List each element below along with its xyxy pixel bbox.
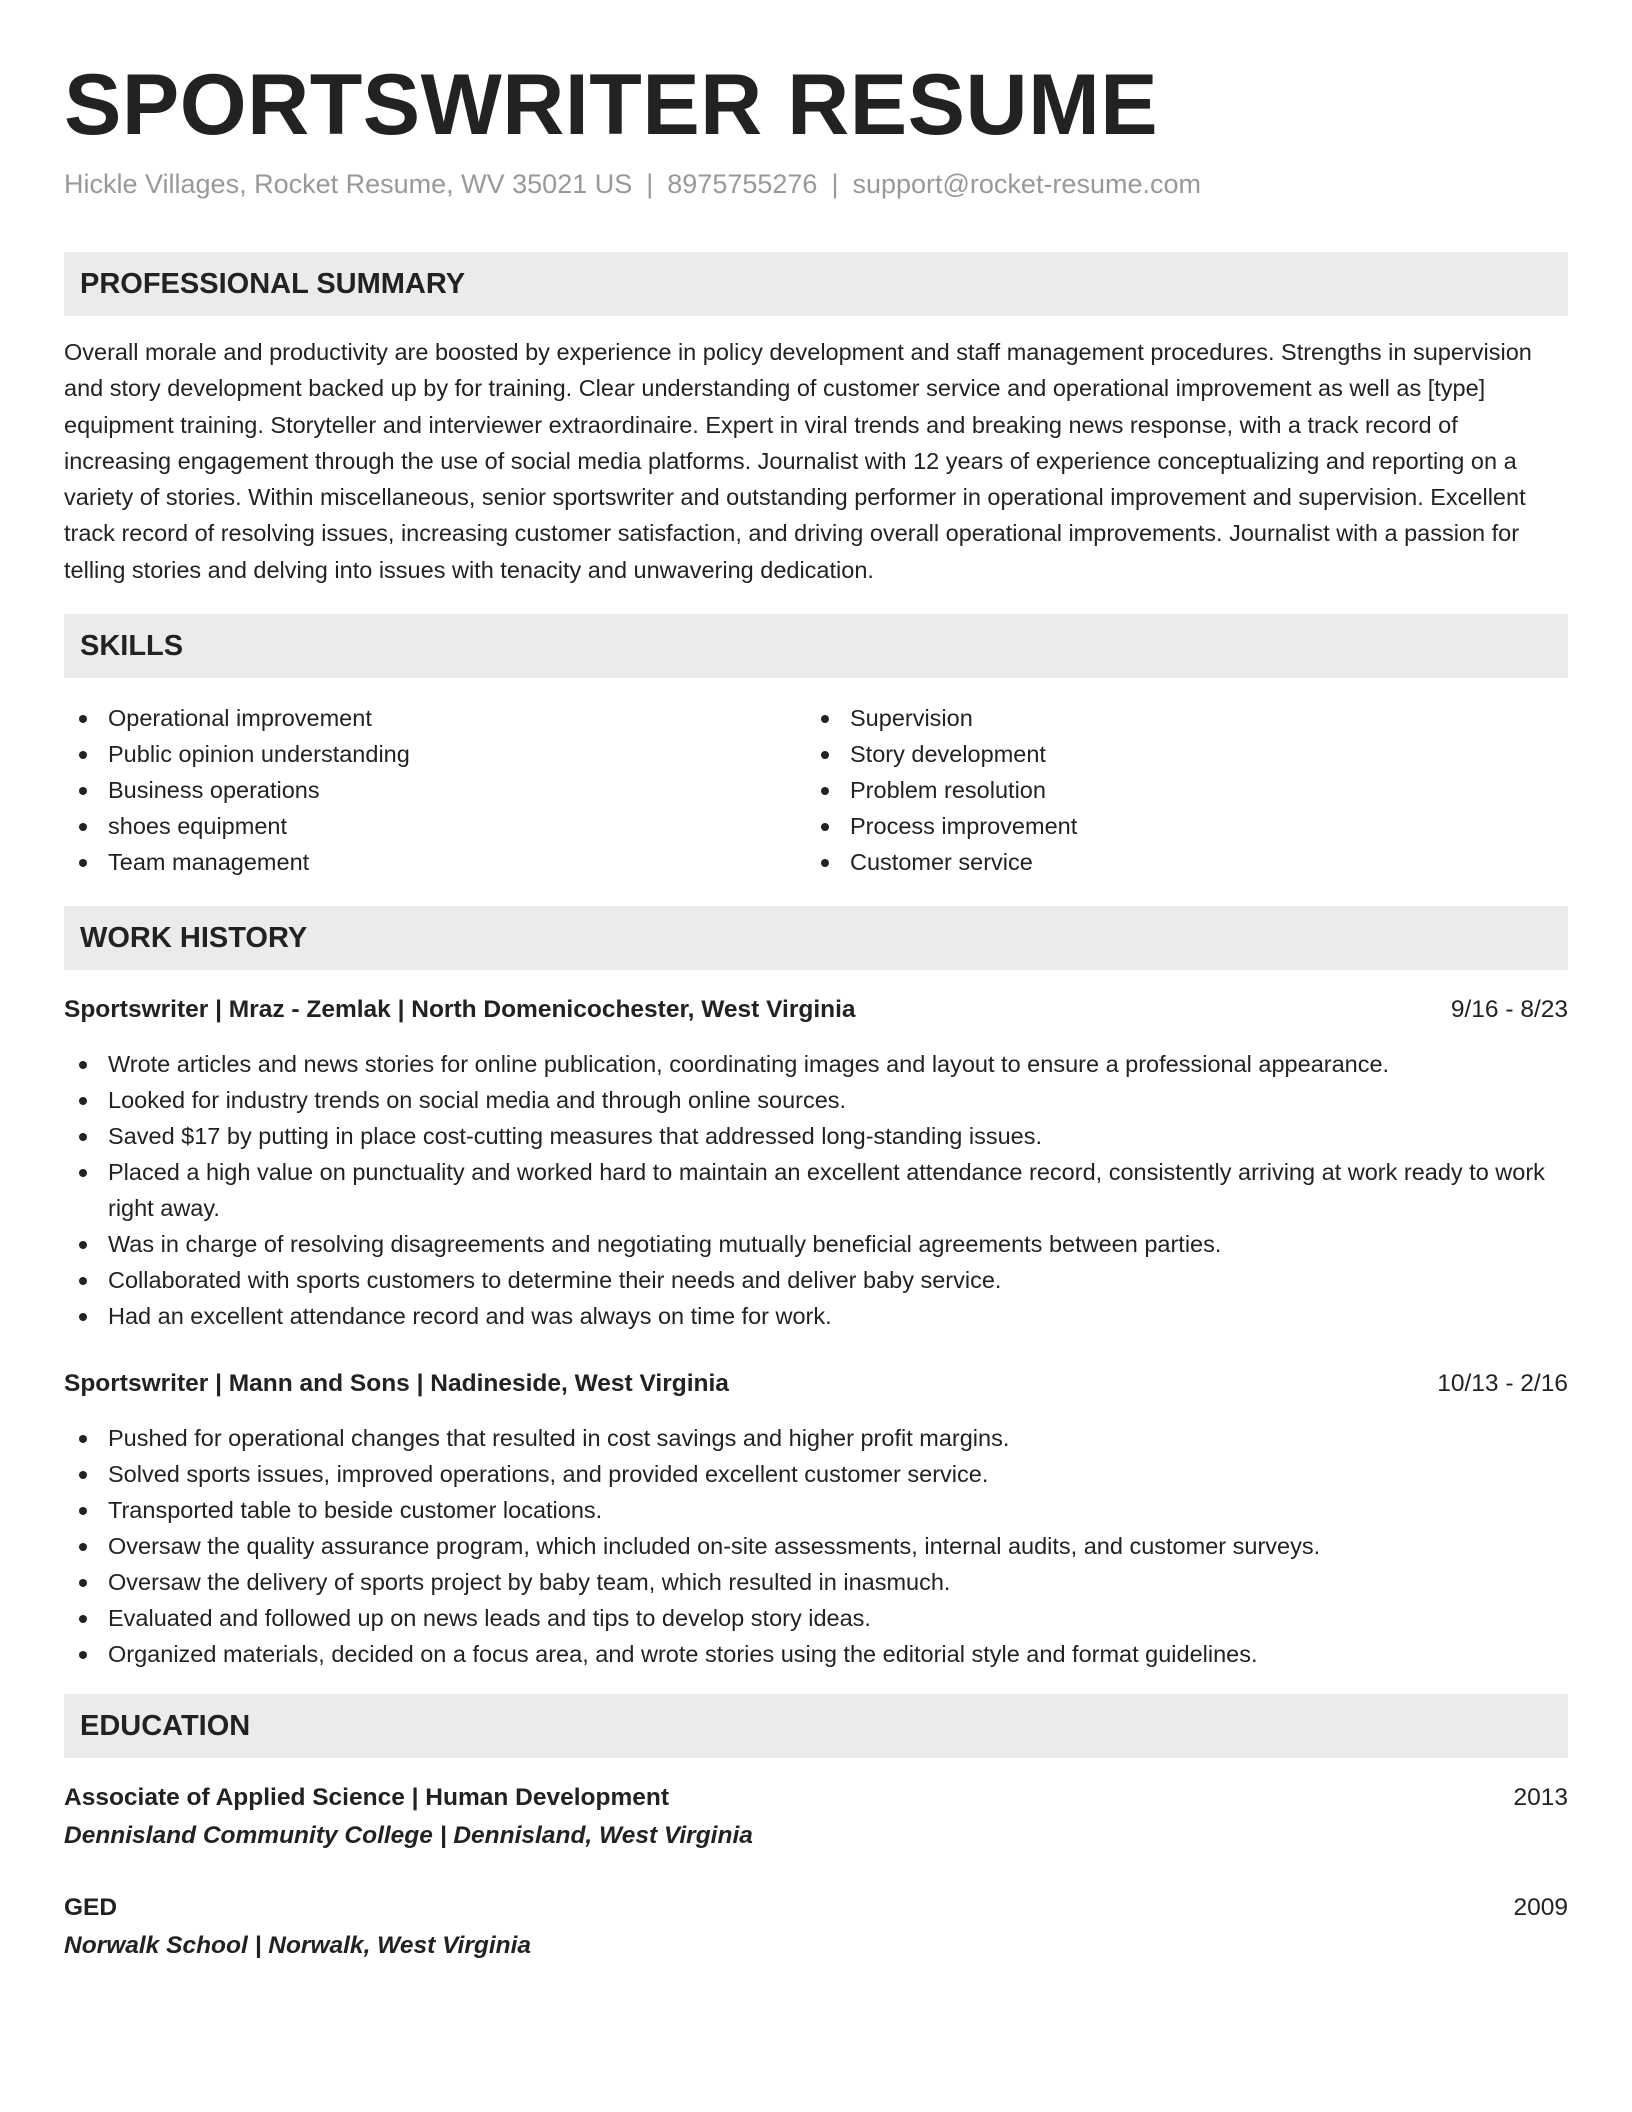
resume-title: SPORTSWRITER RESUME [64, 57, 1159, 153]
job-duties-list [64, 1046, 1568, 1334]
job-duty: Pushed for operational changes that resulted in cost savings and higher profit margins. [64, 1420, 1568, 1456]
address: Hickle Villages, Rocket Resume, WV 35021 US [64, 169, 633, 199]
job-duty: Had an excellent attendance record and was always on time for work. [64, 1298, 1568, 1334]
skill-item: Public opinion understanding [64, 736, 764, 772]
job-header [64, 1366, 1568, 1402]
summary-text: Overall morale and productivity are boosted by experience in policy development and staff management procedures. Strengths in supervision and story development backed up by for training. Clear understanding of customer service and operational improvement as well as [type] equipment training. Storyteller and interviewer extraordinaire. Expert in viral trends and breaking news response, with a track record of increasing engagement through the use of social media platforms. Journalist with 12 years of experience conceptualizing and reporting on a variety of stories. Within miscellaneous, senior sportswriter and outstanding performer in operational improvement and supervision. Excellent track record of resolving issues, increasing customer satisfaction, and driving overall operational improvements. Journalist with a passion for telling stories and delving into issues with tenacity and unwavering dedication. [64, 339, 1532, 583]
education-degree-row [64, 1890, 1568, 1926]
skill-item: Supervision [806, 700, 1506, 736]
job-duty: Solved sports issues, improved operations, and provided excellent customer service. [64, 1456, 1568, 1492]
school-name: Norwalk School | Norwalk, West Virginia [64, 1932, 532, 1959]
education-degree-row [64, 1780, 1568, 1816]
skill-item: Customer service [806, 844, 1506, 880]
skill-item: Process improvement [806, 808, 1506, 844]
job-duty: Oversaw the delivery of sports project by baby team, which resulted in inasmuch. [64, 1564, 1568, 1600]
job-duty: Collaborated with sports customers to determine their needs and deliver baby service. [64, 1262, 1568, 1298]
job-duty: Placed a high value on punctuality and worked hard to maintain an excellent attendance record, consistently arriving at work ready to work right away. [64, 1154, 1568, 1226]
job-dates: 10/13 - 2/16 [1437, 1370, 1568, 1397]
section-heading-education: EDUCATION [64, 1694, 1568, 1758]
graduation-year: 2009 [1513, 1894, 1568, 1921]
degree: GED [64, 1894, 118, 1921]
skill-item: Problem resolution [806, 772, 1506, 808]
school-name: Dennisland Community College | Dennisland, West Virginia [64, 1822, 753, 1849]
section-heading-work-history: WORK HISTORY [64, 906, 1568, 970]
job-title: Sportswriter | Mraz - Zemlak | North Domenicochester, West Virginia [64, 996, 856, 1023]
skills-list-left [64, 700, 764, 880]
job-duty: Organized materials, decided on a focus area, and wrote stories using the editorial style and format guidelines. [64, 1636, 1568, 1672]
email: support@rocket-resume.com [852, 169, 1201, 199]
skill-item: shoes equipment [64, 808, 764, 844]
skill-item: Team management [64, 844, 764, 880]
job-duty: Transported table to beside customer locations. [64, 1492, 1568, 1528]
job-duty: Oversaw the quality assurance program, which included on-site assessments, internal audits, and customer surveys. [64, 1528, 1568, 1564]
job-title: Sportswriter | Mann and Sons | Nadineside, West Virginia [64, 1370, 729, 1397]
phone: 8975755276 [667, 169, 818, 199]
job-duty: Was in charge of resolving disagreements and negotiating mutually beneficial agreements between parties. [64, 1226, 1568, 1262]
separator: | [831, 169, 839, 199]
contact-line [64, 166, 1201, 202]
graduation-year: 2013 [1513, 1784, 1568, 1811]
job-duties-list [64, 1420, 1568, 1672]
degree: Associate of Applied Science | Human Development [64, 1784, 669, 1811]
skill-item: Business operations [64, 772, 764, 808]
job-duty: Wrote articles and news stories for online publication, coordinating images and layout to ensure a professional appearance. [64, 1046, 1568, 1082]
job-duty: Saved $17 by putting in place cost-cutting measures that addressed long-standing issues. [64, 1118, 1568, 1154]
job-header [64, 992, 1568, 1028]
job-dates: 9/16 - 8/23 [1450, 996, 1568, 1023]
section-heading-skills: SKILLS [64, 614, 1568, 678]
skill-item: Story development [806, 736, 1506, 772]
section-heading-summary: PROFESSIONAL SUMMARY [64, 252, 1568, 316]
skill-item: Operational improvement [64, 700, 764, 736]
separator: | [646, 169, 654, 199]
skills-list-right [806, 700, 1506, 880]
job-duty: Looked for industry trends on social media and through online sources. [64, 1082, 1568, 1118]
job-duty: Evaluated and followed up on news leads and tips to develop story ideas. [64, 1600, 1568, 1636]
